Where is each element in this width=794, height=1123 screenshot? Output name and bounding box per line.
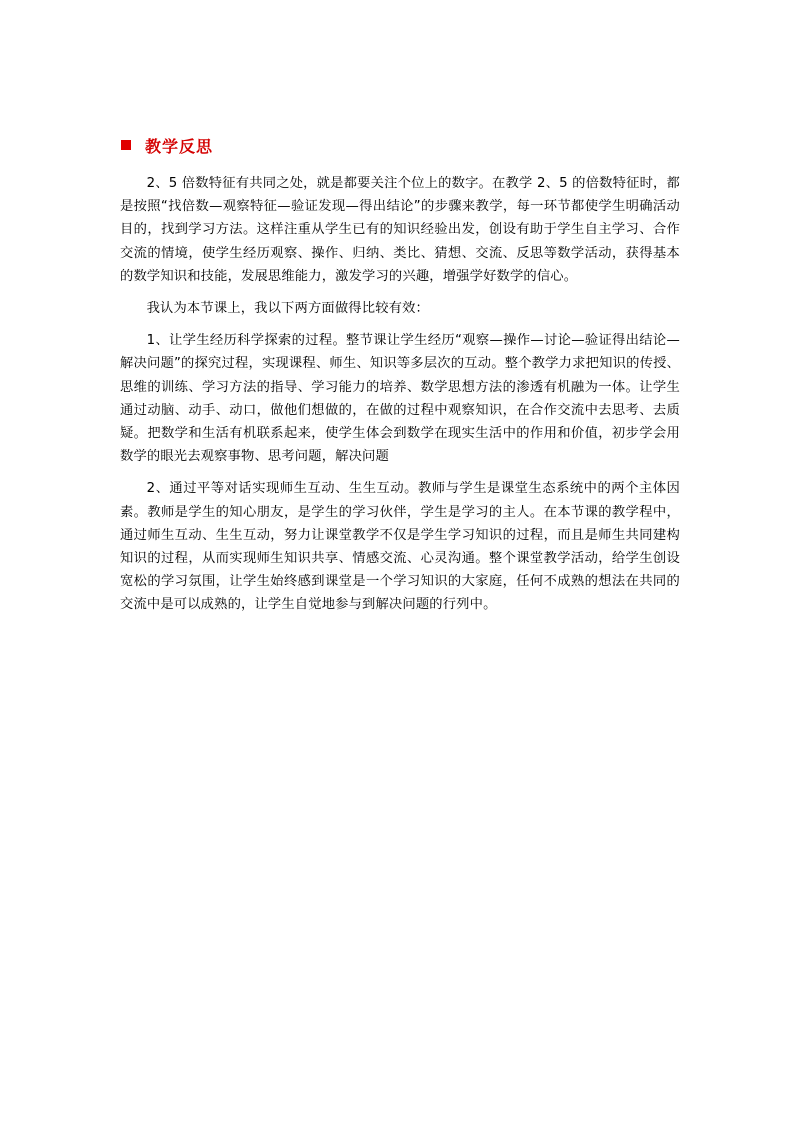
section-heading bbox=[121, 133, 213, 157]
section-title: 教学反思 bbox=[145, 136, 214, 156]
red-square-bullet-icon bbox=[121, 140, 131, 150]
paragraph-point-2: 2、通过平等对话实现师生互动、生生互动。教师与学生是课堂生态系统中的两个主体因素。教师是学生的知心朋友，是学生的学习伙伴，学生是学习的主人。在本节课的教学程中，通过师生互动、生生互动，努力让课堂教学不仅是学生学习知识的过程，而且是师生共同建构知识的过程，从而实现师生知识共享、情感交流、心灵沟通。整个课堂教学活动，给学生创设宽松的学习氛围，让学生始终感到课堂是一个学习知识的大家庭，任何不成熟的想法在共同的交流中是可以成熟的，让学生自觉地参与到解决问题的行列中。 bbox=[120, 481, 680, 613]
document-body bbox=[120, 172, 680, 617]
paragraph-summary: 我认为本节课上，我以下两方面做得比较有效： bbox=[146, 301, 429, 317]
paragraph-intro: 2、5 倍数特征有共同之处，就是都要关注个位上的数字。在教学 2、5 的倍数特征时，都是按照“找倍数—观察特征—验证发现—得出结论”的步骤来教学，每一环节都使学生明确活动目的，找到学习方法。这样注重从学生已有的知识经验出发，创设有助于学生自主学习、合作交流的情境，使学生经历观察、操作、归纳、类比、猜想、交流、反思等数学活动，获得基本的数学知识和技能，发展思维能力，激发学习的兴趣，增强学好数学的信心。 bbox=[120, 176, 680, 284]
paragraph-point-1: 1、让学生经历科学探索的过程。整节课让学生经历“观察—操作—讨论—验证得出结论—解决问题”的探究过程，实现课程、师生、知识等多层次的互动。整个教学力求把知识的传授、思维的训练、学习方法的指导、学习能力的培养、数学思想方法的渗透有机融为一体。让学生通过动脑、动手、动口，做他们想做的，在做的过程中观察知识，在合作交流中去思考、去质疑。把数学和生活有机联系起来，使学生体会到数学在现实生活中的作用和价值，初步学会用数学的眼光去观察事物、思考问题，解决问题 bbox=[120, 333, 680, 465]
